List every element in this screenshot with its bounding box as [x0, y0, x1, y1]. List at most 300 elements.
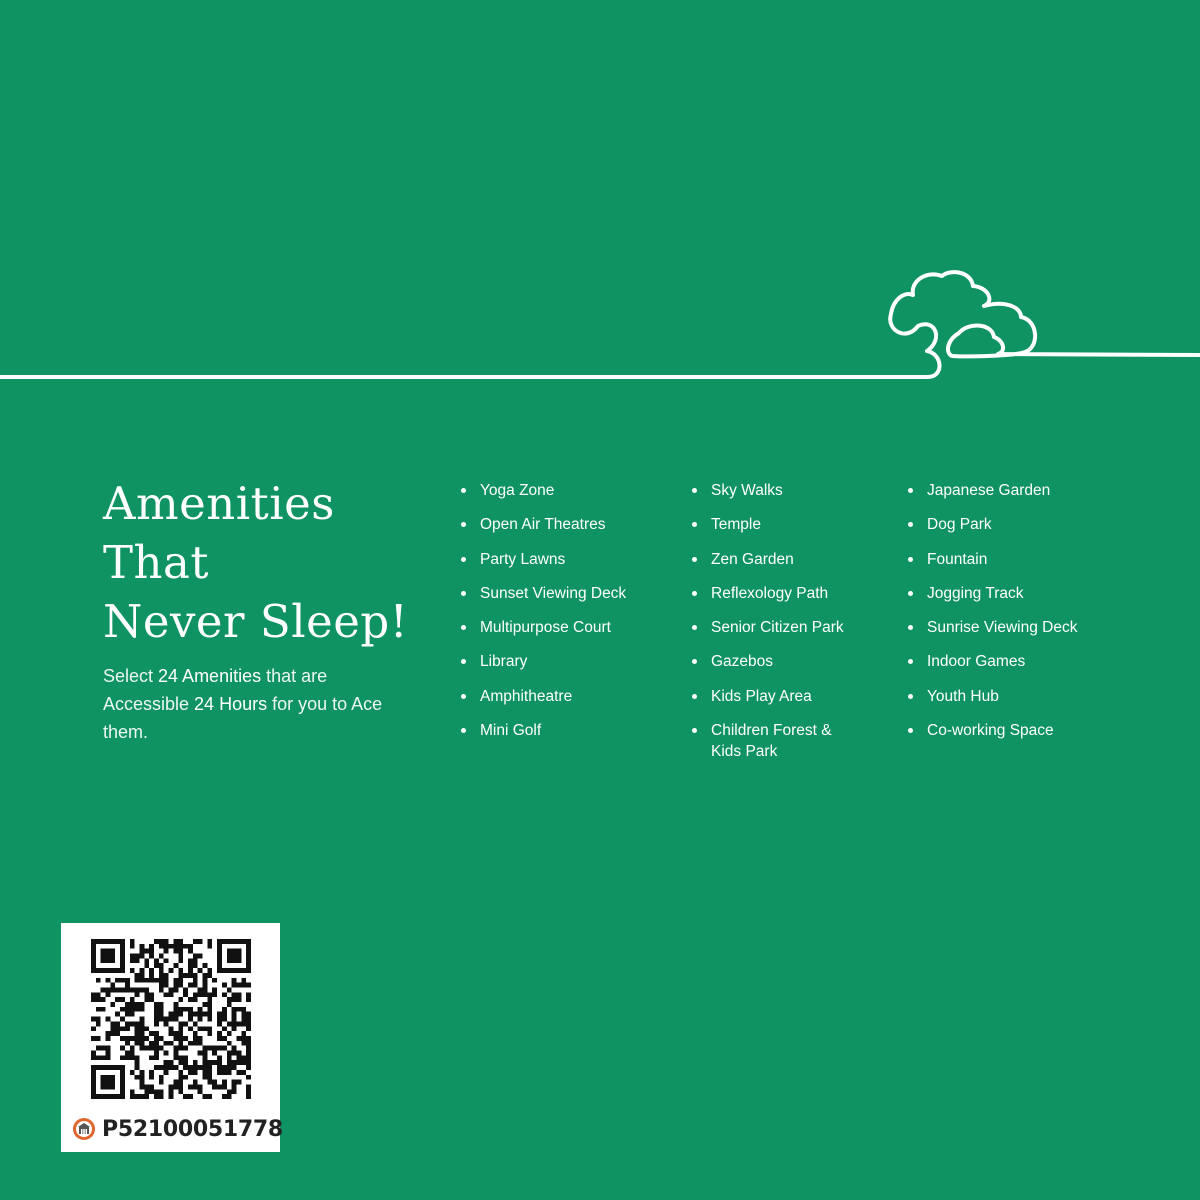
qr-module: [217, 944, 222, 949]
qr-module: [169, 1031, 174, 1036]
bullet-icon: [908, 625, 913, 630]
qr-module: [232, 949, 237, 954]
qr-module: [96, 1036, 101, 1041]
amenity-label: Yoga Zone: [480, 482, 555, 499]
qr-module: [217, 1046, 222, 1051]
bullet-icon: [692, 694, 697, 699]
qr-module: [101, 968, 106, 973]
qr-module: [232, 968, 237, 973]
qr-module: [217, 968, 222, 973]
qr-module: [159, 1094, 164, 1099]
qr-module: [139, 1041, 144, 1046]
qr-module: [144, 1026, 149, 1031]
qr-module: [135, 954, 140, 959]
qr-module: [96, 1017, 101, 1022]
qr-module: [130, 1012, 135, 1017]
qr-module: [198, 1041, 203, 1046]
qr-module: [154, 1046, 159, 1051]
qr-module: [154, 1021, 159, 1026]
qr-module: [96, 1055, 101, 1060]
qr-module: [173, 1017, 178, 1022]
qr-module: [232, 997, 237, 1002]
qr-module: [183, 1036, 188, 1041]
qr-module: [227, 968, 232, 973]
qr-module: [227, 1070, 232, 1075]
qr-module: [227, 1041, 232, 1046]
qr-module: [207, 1060, 212, 1065]
bullet-icon: [692, 488, 697, 493]
qr-module: [188, 1017, 193, 1022]
amenity-item: [908, 514, 1108, 535]
qr-module: [236, 954, 241, 959]
qr-module: [203, 992, 208, 997]
qr-module: [159, 968, 164, 973]
qr-module: [178, 983, 183, 988]
qr-module: [193, 958, 198, 963]
qr-module: [135, 1065, 140, 1070]
qr-module: [246, 949, 251, 954]
amenity-label: Amphitheatre: [480, 687, 573, 705]
qr-module: [241, 939, 246, 944]
rera-registration-number: P52100051778: [102, 1116, 283, 1142]
qr-module: [159, 1080, 164, 1085]
qr-module: [198, 1036, 203, 1041]
qr-module: [139, 978, 144, 983]
qr-module: [164, 992, 169, 997]
qr-module: [164, 973, 169, 978]
qr-module: [236, 958, 241, 963]
qr-module: [164, 1021, 169, 1026]
qr-module: [149, 1089, 154, 1094]
qr-module: [183, 1094, 188, 1099]
qr-module: [120, 954, 125, 959]
qr-module: [106, 1065, 111, 1070]
qr-module: [222, 992, 227, 997]
qr-module: [154, 1012, 159, 1017]
tagline-text-3: for you to Ace them.: [103, 694, 383, 742]
qr-module: [125, 978, 130, 983]
amenities-column-3: [908, 480, 1108, 754]
qr-module: [130, 987, 135, 992]
qr-module: [106, 954, 111, 959]
bullet-icon: [461, 522, 466, 527]
qr-module: [236, 1060, 241, 1065]
qr-module: [115, 1012, 120, 1017]
qr-module: [193, 1065, 198, 1070]
qr-module: [130, 954, 135, 959]
amenity-label: Sunrise Viewing Deck: [927, 619, 1078, 637]
qr-module: [130, 1094, 135, 1099]
qr-module: [173, 1065, 178, 1070]
qr-module: [183, 1065, 188, 1070]
qr-module: [227, 1089, 232, 1094]
amenity-label: Children Forest & Kids Park: [711, 722, 832, 761]
qr-module: [178, 1089, 183, 1094]
qr-module: [198, 1051, 203, 1056]
qr-module: [188, 1026, 193, 1031]
qr-module: [207, 1094, 212, 1099]
qr-module: [222, 939, 227, 944]
qr-module: [207, 1012, 212, 1017]
qr-module: [183, 1075, 188, 1080]
qr-module: [217, 958, 222, 963]
qr-module: [139, 1036, 144, 1041]
headline-line-1: Amenities: [103, 477, 335, 530]
qr-module: [183, 973, 188, 978]
qr-module: [217, 1055, 222, 1060]
qr-module: [110, 954, 115, 959]
qr-module: [203, 1075, 208, 1080]
qr-module: [178, 973, 183, 978]
amenity-item: [461, 651, 671, 672]
qr-module: [164, 983, 169, 988]
qr-module: [120, 1055, 125, 1060]
qr-module: [169, 992, 174, 997]
qr-module: [110, 949, 115, 954]
qr-module: [236, 997, 241, 1002]
qr-module: [246, 992, 251, 997]
qr-module: [120, 963, 125, 968]
amenity-item: [692, 549, 862, 570]
qr-module: [130, 1002, 135, 1007]
qr-module: [217, 954, 222, 959]
qr-module: [217, 1070, 222, 1075]
qr-module: [222, 1026, 227, 1031]
bullet-icon: [461, 488, 466, 493]
qr-module: [130, 1036, 135, 1041]
qr-module: [101, 949, 106, 954]
qr-module: [125, 1002, 130, 1007]
qr-module: [96, 992, 101, 997]
rera-registration: [72, 1115, 283, 1143]
qr-module: [149, 1075, 154, 1080]
qr-module: [222, 1007, 227, 1012]
qr-module: [101, 1084, 106, 1089]
amenity-label: Mini Golf: [480, 722, 542, 740]
qr-module: [149, 1031, 154, 1036]
qr-module: [91, 1055, 96, 1060]
qr-module: [164, 949, 169, 954]
qr-module: [135, 1041, 140, 1046]
amenity-label: Reflexology Path: [711, 584, 829, 602]
qr-module: [173, 949, 178, 954]
qr-module: [222, 1070, 227, 1075]
qr-module: [120, 1017, 125, 1022]
bullet-icon: [692, 625, 697, 630]
qr-module: [246, 1055, 251, 1060]
amenity-item: [908, 720, 1108, 741]
qr-module: [241, 1070, 246, 1075]
qr-module: [159, 1046, 164, 1051]
amenity-item: [692, 651, 862, 672]
qr-module: [203, 963, 208, 968]
qr-module: [198, 939, 203, 944]
qr-module: [149, 1041, 154, 1046]
qr-module: [120, 1089, 125, 1094]
qr-module: [135, 1021, 140, 1026]
qr-module: [222, 1046, 227, 1051]
qr-module: [130, 1007, 135, 1012]
qr-module: [110, 1002, 115, 1007]
qr-module: [149, 944, 154, 949]
qr-module: [164, 1051, 169, 1056]
qr-module: [178, 968, 183, 973]
qr-module: [217, 1084, 222, 1089]
qr-module: [139, 1075, 144, 1080]
bullet-icon: [692, 591, 697, 596]
qr-module: [120, 944, 125, 949]
tagline-text-1: Select: [103, 666, 159, 686]
qr-module: [246, 1084, 251, 1089]
qr-module: [106, 968, 111, 973]
qr-module: [120, 1094, 125, 1099]
qr-module: [115, 968, 120, 973]
qr-module: [246, 1012, 251, 1017]
qr-module: [139, 1080, 144, 1085]
qr-module: [212, 1084, 217, 1089]
qr-module: [125, 987, 130, 992]
qr-module: [106, 949, 111, 954]
qr-module: [91, 992, 96, 997]
qr-module: [193, 973, 198, 978]
qr-module: [193, 997, 198, 1002]
qr-module: [236, 1055, 241, 1060]
qr-module: [110, 968, 115, 973]
qr-module: [183, 1021, 188, 1026]
qr-module: [207, 944, 212, 949]
qr-module: [173, 1084, 178, 1089]
qr-module: [139, 1070, 144, 1075]
qr-module: [246, 1051, 251, 1056]
qr-module: [193, 1036, 198, 1041]
qr-module: [207, 939, 212, 944]
qr-module: [232, 992, 237, 997]
headline: [103, 474, 408, 651]
qr-module: [159, 1075, 164, 1080]
qr-module: [217, 1017, 222, 1022]
qr-module: [159, 1089, 164, 1094]
qr-module: [183, 944, 188, 949]
amenity-item: [908, 583, 1108, 604]
qr-module: [236, 1007, 241, 1012]
qr-card: [61, 923, 283, 1152]
qr-module: [207, 1065, 212, 1070]
qr-module: [130, 1051, 135, 1056]
qr-module: [203, 1051, 208, 1056]
qr-module: [178, 1084, 183, 1089]
qr-module: [246, 1089, 251, 1094]
qr-module: [241, 1021, 246, 1026]
amenity-label: Gazebos: [711, 653, 774, 671]
qr-module: [135, 992, 140, 997]
qr-module: [232, 978, 237, 983]
qr-module: [106, 1036, 111, 1041]
amenity-label: Multipurpose Court: [480, 619, 611, 637]
qr-module: [236, 939, 241, 944]
qr-module: [178, 949, 183, 954]
qr-module: [130, 958, 135, 963]
qr-module: [178, 1021, 183, 1026]
qr-module: [164, 1017, 169, 1022]
qr-module: [91, 1017, 96, 1022]
qr-module: [106, 1084, 111, 1089]
tagline-text-2: that are Accessible: [103, 666, 328, 714]
qr-module: [173, 1046, 178, 1051]
qr-module: [212, 987, 217, 992]
qr-module: [236, 992, 241, 997]
qr-module: [106, 1017, 111, 1022]
qr-module: [236, 1021, 241, 1026]
qr-module: [154, 1017, 159, 1022]
qr-module: [193, 978, 198, 983]
qr-module: [198, 1007, 203, 1012]
qr-module: [188, 1070, 193, 1075]
amenity-item: [692, 686, 862, 707]
qr-module: [169, 1089, 174, 1094]
qr-module: [139, 1084, 144, 1089]
qr-module: [149, 968, 154, 973]
qr-module: [227, 954, 232, 959]
qr-module: [227, 987, 232, 992]
qr-module: [178, 939, 183, 944]
qr-module: [135, 1002, 140, 1007]
qr-module: [120, 958, 125, 963]
qr-code-icon[interactable]: [91, 939, 251, 1099]
qr-module: [96, 1065, 101, 1070]
qr-module: [203, 1055, 208, 1060]
qr-module: [101, 939, 106, 944]
qr-module: [188, 973, 193, 978]
qr-module: [110, 1021, 115, 1026]
qr-module: [101, 1094, 106, 1099]
qr-module: [212, 1046, 217, 1051]
qr-module: [91, 954, 96, 959]
qr-module: [246, 1036, 251, 1041]
qr-module: [178, 1026, 183, 1031]
qr-module: [91, 1075, 96, 1080]
qr-module: [110, 1080, 115, 1085]
qr-module: [198, 954, 203, 959]
qr-module: [106, 1031, 111, 1036]
qr-module: [246, 1094, 251, 1099]
qr-module: [96, 978, 101, 983]
qr-module: [203, 973, 208, 978]
qr-module: [96, 1021, 101, 1026]
qr-module: [173, 1031, 178, 1036]
qr-module: [232, 954, 237, 959]
qr-module: [232, 1017, 237, 1022]
qr-module: [135, 973, 140, 978]
qr-module: [110, 1084, 115, 1089]
qr-module: [173, 944, 178, 949]
qr-module: [241, 1012, 246, 1017]
qr-module: [236, 1036, 241, 1041]
qr-module: [115, 939, 120, 944]
amenity-item: [461, 720, 671, 741]
amenity-item: [461, 549, 671, 570]
qr-module: [246, 968, 251, 973]
qr-module: [227, 1060, 232, 1065]
qr-module: [236, 1070, 241, 1075]
qr-module: [183, 1055, 188, 1060]
qr-module: [120, 1036, 125, 1041]
qr-module: [207, 968, 212, 973]
qr-module: [227, 1094, 232, 1099]
qr-module: [101, 1065, 106, 1070]
bullet-icon: [461, 625, 466, 630]
amenity-item: [908, 651, 1108, 672]
qr-module: [193, 1080, 198, 1085]
qr-module: [154, 1041, 159, 1046]
qr-module: [169, 1012, 174, 1017]
qr-module: [159, 978, 164, 983]
qr-module: [203, 987, 208, 992]
amenity-label: Co-working Space: [927, 722, 1054, 740]
qr-module: [144, 1036, 149, 1041]
qr-module: [149, 1084, 154, 1089]
amenity-item: [908, 549, 1108, 570]
qr-module: [115, 987, 120, 992]
qr-module: [135, 1007, 140, 1012]
qr-module: [125, 1036, 130, 1041]
qr-module: [246, 1026, 251, 1031]
qr-module: [173, 1036, 178, 1041]
qr-module: [120, 1026, 125, 1031]
qr-module: [207, 1002, 212, 1007]
qr-module: [178, 1012, 183, 1017]
qr-module: [115, 1065, 120, 1070]
qr-module: [139, 973, 144, 978]
amenity-item: [461, 514, 671, 535]
qr-module: [193, 1070, 198, 1075]
qr-module: [246, 1046, 251, 1051]
qr-module: [159, 954, 164, 959]
qr-module: [101, 958, 106, 963]
qr-module: [159, 963, 164, 968]
qr-module: [232, 939, 237, 944]
qr-module: [96, 1046, 101, 1051]
qr-module: [110, 1065, 115, 1070]
qr-module: [241, 978, 246, 983]
qr-module: [135, 978, 140, 983]
qr-module: [164, 1065, 169, 1070]
qr-module: [130, 1021, 135, 1026]
qr-module: [178, 1046, 183, 1051]
qr-module: [232, 1012, 237, 1017]
amenity-label: Open Air Theatres: [480, 516, 606, 534]
qr-module: [144, 992, 149, 997]
qr-module: [110, 1026, 115, 1031]
qr-module: [135, 1094, 140, 1099]
bullet-icon: [908, 591, 913, 596]
qr-module: [159, 1012, 164, 1017]
qr-module: [110, 1094, 115, 1099]
qr-module: [203, 1012, 208, 1017]
bullet-icon: [461, 659, 466, 664]
qr-module: [188, 1084, 193, 1089]
qr-module: [125, 1021, 130, 1026]
amenity-label: Indoor Games: [927, 653, 1026, 671]
qr-module: [178, 1036, 183, 1041]
qr-module: [106, 939, 111, 944]
qr-module: [139, 1026, 144, 1031]
qr-module: [207, 1017, 212, 1022]
qr-module: [154, 958, 159, 963]
qr-module: [246, 1041, 251, 1046]
qr-module: [149, 973, 154, 978]
qr-module: [193, 963, 198, 968]
qr-module: [173, 1012, 178, 1017]
